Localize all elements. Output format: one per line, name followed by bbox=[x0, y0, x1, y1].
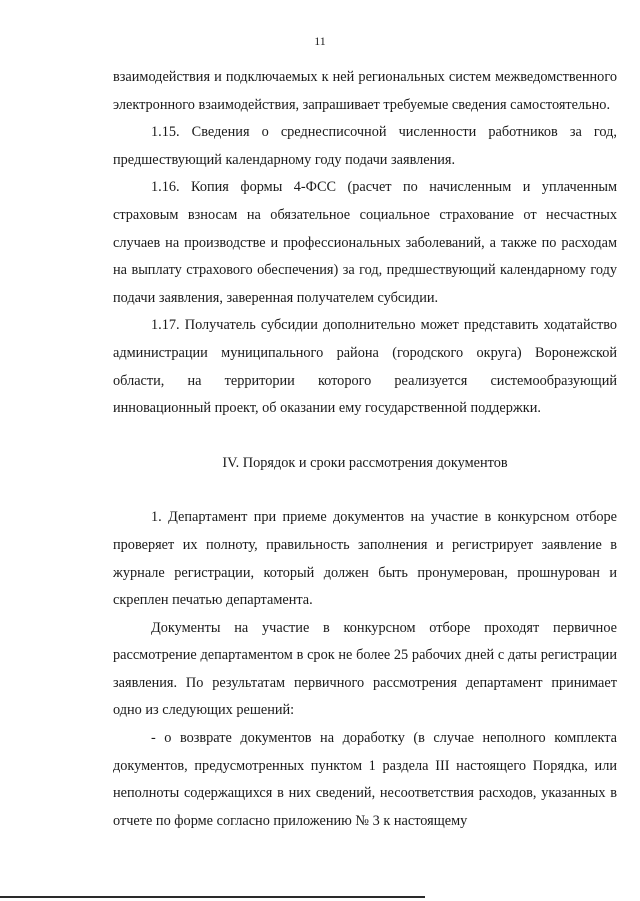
paragraph-section-1: 1. Департамент при приеме документов на участие в конкурсном отборе проверяет их полноту, правильность заполнения и регистрирует заявление в журнале регистрации, который должен быть пронумерован, прошнурован и скреплен печатью департамента. bbox=[113, 509, 617, 609]
page-number: 11 bbox=[314, 34, 326, 48]
document-body bbox=[113, 64, 617, 835]
section-heading: IV. Порядок и сроки рассмотрения документов bbox=[222, 454, 508, 471]
footer-divider bbox=[0, 896, 425, 898]
paragraph-1-16: 1.16. Копия формы 4-ФСС (расчет по начисленным и уплаченным страховым взносам на обязательное социальное страхование от несчастных случаев на производстве и профессиональных заболеваний, а также по расходам на выплату страхового обеспечения) за год, предшествующий календарному году подачи заявления, заверенная получателем субсидии. bbox=[113, 179, 617, 306]
paragraph-1-17: 1.17. Получатель субсидии дополнительно может представить ходатайство администрации муниципального района (городского округа) Воронежской области, на территории которого реализуется системообразующий инновационный проект, об оказании ему государственной поддержки. bbox=[113, 317, 617, 417]
paragraph-review: Документы на участие в конкурсном отборе проходят первичное рассмотрение департаментом в срок не более 25 рабочих дней с даты регистрации заявления. По результатам первичного рассмотрения департамент принимает одно из следующих решений: bbox=[113, 619, 617, 719]
paragraph-return-documents: - о возврате документов на доработку (в случае неполного комплекта документов, предусмотренных пунктом 1 раздела III настоящего Порядка, или неполноты содержащихся в них сведений, несоответствия расходов, указанных в отчете по форме согласно приложению № 3 к настоящему bbox=[113, 730, 617, 829]
paragraph-continuation: взаимодействия и подключаемых к ней региональных систем межведомственного электронного взаимодействия, запрашивает требуемые сведения самостоятельно. bbox=[113, 69, 617, 113]
paragraph-1-15: 1.15. Сведения о среднесписочной численности работников за год, предшествующий календарному году подачи заявления. bbox=[113, 124, 617, 168]
